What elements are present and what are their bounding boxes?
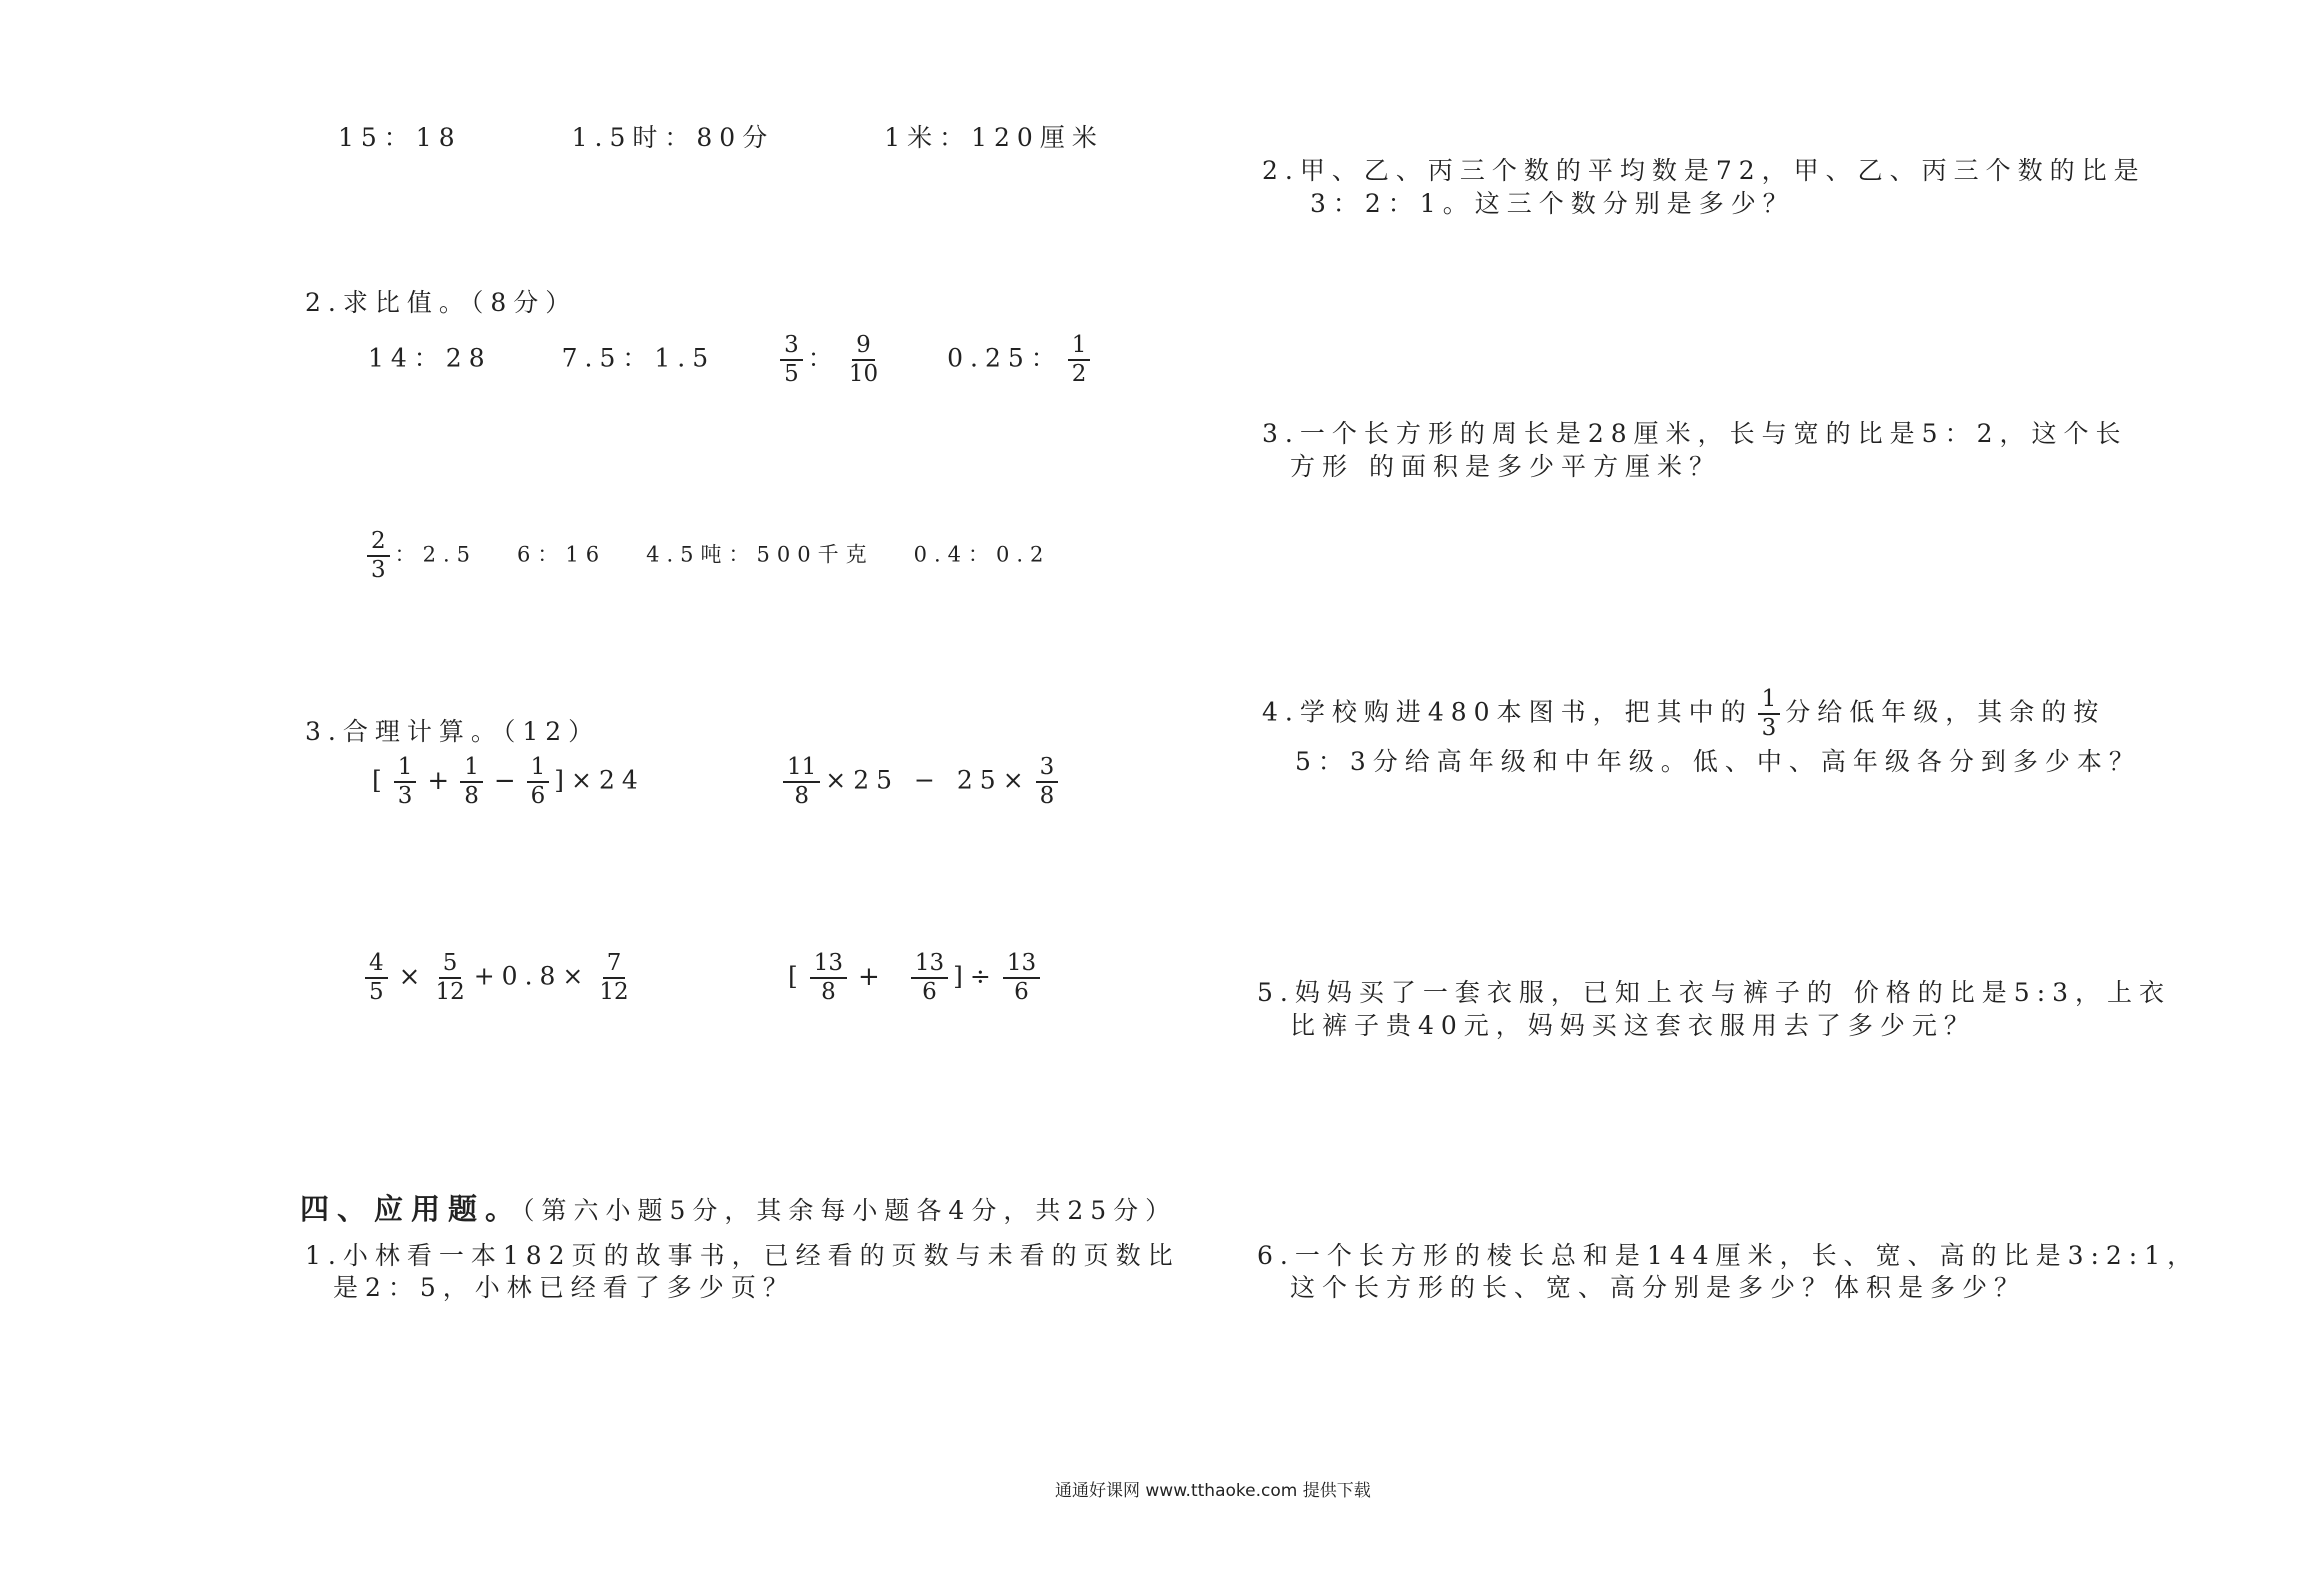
ratio-item: 0.25：: [947, 343, 1063, 373]
ratio-row-1: [338, 122, 1104, 154]
problem-3-line-1: 3.一个长方形的周长是28厘米，长与宽的比是5：2，这个长: [1262, 419, 2128, 448]
question-3-title: 3.合理计算。（12）: [305, 717, 601, 746]
ratio-item: 1.5时：80分: [571, 123, 775, 152]
problem-5-line-2: 比裤子贵40元，妈妈买这套衣服用去了多少元？: [1290, 1011, 1976, 1040]
fraction: $\frac{9}{10}$: [848, 332, 879, 387]
problem-5-line-1: 5.妈妈买了一套衣服，已知上衣与裤子的 价格的比是5:3，上衣: [1257, 978, 2172, 1007]
fraction: $\frac{2}{3}$: [367, 528, 390, 584]
problem-3-line-2: 方形 的面积是多少平方厘米？: [1290, 452, 1721, 481]
fraction: $\frac{3}{5}$: [780, 332, 803, 388]
section-4-heading: [300, 1193, 1177, 1227]
calc-expression-1: [ $\frac{1}{3}$ + $\frac{1}{8}$ − $\frac{1}{6}$ ]×24: [372, 754, 645, 809]
problem-1-line-1: 1.小林看一本182页的故事书，已经看的页数与未看的页数比: [305, 1241, 1180, 1270]
problem-4-line-1: 4.学校购进480本图书，把其中的 $\frac{1}{3}$ 分给低年级，其余的按: [1262, 686, 2106, 741]
ratio-item: 14：28: [368, 343, 492, 373]
ratio-item: 15：18: [338, 123, 462, 152]
section-note: （第六小题5分，其余每小题各4分，共25分）: [522, 1196, 1178, 1225]
calc-expression-4: [ $\frac{13}{8}$ + $\frac{13}{6}$ ]÷ $\frac{13}{6}$: [788, 950, 1045, 1006]
problem-2-line-2: 3：2：1。这三个数分别是多少？: [1310, 189, 1795, 218]
problem-4-line-2: 5：3分给高年级和中年级。低、中、高年级各分到多少本？: [1295, 747, 2141, 776]
problem-6-line-2: 这个长方形的长、宽、高分别是多少？体积是多少？: [1290, 1273, 2027, 1302]
footer-source: 通通好课网 www.tthaoke.com 提供下载: [1055, 1481, 1371, 1501]
problem-2-line-1: 2.甲、乙、丙三个数的平均数是72，甲、乙、丙三个数的比是: [1262, 156, 2146, 185]
fraction: $\frac{1}{3}$: [1758, 686, 1781, 742]
problem-6-line-1: 6.一个长方形的棱长总和是144厘米，长、宽、高的比是3:2:1，: [1257, 1241, 2200, 1270]
ratio-row-3: $\frac{2}{3}$ ：2.5 6：16 4.5吨：500千克 0.4：0.2: [362, 528, 1050, 584]
ratio-item: 7.5：1.5: [561, 343, 716, 373]
ratio-item: 1米：120厘米: [884, 123, 1104, 152]
section-title: 四、应用题。: [300, 1192, 523, 1226]
problem-1-line-2: 是2：5，小林已经看了多少页？: [333, 1273, 795, 1302]
question-2-title: 2.求比值。（8分）: [305, 288, 578, 317]
calc-expression-2: $\frac{11}{8}$ ×25 − 25× $\frac{3}{8}$: [778, 754, 1063, 810]
fraction: $\frac{1}{2}$: [1068, 332, 1091, 388]
ratio-row-2: 14：28 7.5：1.5 $\frac{3}{5}$ ： $\frac{9}{10}$ 0.25： $\frac{1}{2}$: [368, 332, 1095, 388]
calc-expression-3: $\frac{4}{5}$ × $\frac{5}{12}$ +0.8× $\frac{7}{12}$: [360, 950, 638, 1006]
